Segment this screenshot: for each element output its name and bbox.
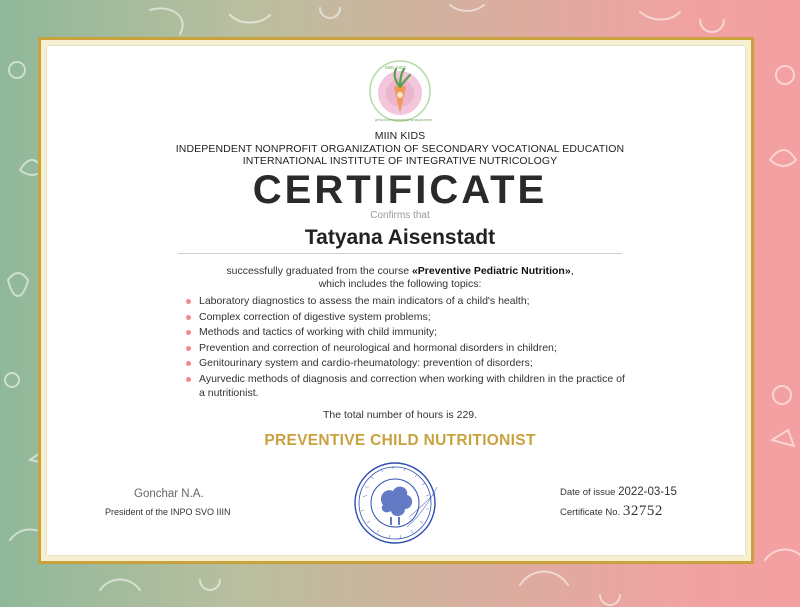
name-underline xyxy=(178,253,622,254)
org-line-1: INDEPENDENT NONPROFIT ORGANIZATION OF SECONDARY VOCATIONAL EDUCATION xyxy=(175,143,625,155)
course-line-2: which includes the following topics: xyxy=(318,278,482,290)
signatory-role: President of the INPO SVO IIIN xyxy=(105,507,231,517)
bullet-icon xyxy=(186,330,191,335)
course-description xyxy=(0,265,800,291)
qualification-title: PREVENTIVE CHILD NUTRITIONIST xyxy=(264,432,536,449)
course-prefix: successfully graduated from the course xyxy=(226,265,412,277)
org-line-2: INTERNATIONAL INSTITUTE OF INTEGRATIVE NUTRICOLOGY xyxy=(242,155,558,167)
logo-brand-text: MIIN KIDS xyxy=(385,65,407,70)
bullet-icon xyxy=(186,361,191,366)
carrot-logo-icon xyxy=(365,55,435,125)
issue-date-value: 2022-03-15 xyxy=(618,486,677,498)
issue-date-label: Date of issue xyxy=(560,487,616,498)
signatory-name: Gonchar N.A. xyxy=(134,488,204,500)
list-item: Complex correction of digestive system problems; xyxy=(186,311,626,325)
issue-date-row xyxy=(560,486,677,498)
list-item: Methods and tactics of working with child immunity; xyxy=(186,326,626,340)
recipient-name: Tatyana Aisenstadt xyxy=(304,226,496,249)
certificate-number-row xyxy=(560,503,663,520)
topics-list xyxy=(186,295,626,402)
bullet-icon xyxy=(186,299,191,304)
bullet-icon xyxy=(186,377,191,382)
certificate-number-label: Certificate No. xyxy=(560,507,621,518)
org-short-name: MIIN KIDS xyxy=(374,130,426,142)
total-hours: The total number of hours is 229. xyxy=(322,409,478,421)
certificate-number-value: 32752 xyxy=(622,503,663,519)
list-item: Laboratory diagnostics to assess the main indicators of a child's health; xyxy=(186,295,626,309)
bullet-icon xyxy=(186,346,191,351)
list-item: Prevention and correction of neurological and hormonal disorders in children; xyxy=(186,342,626,356)
course-suffix: , xyxy=(570,265,574,277)
confirms-label: Confirms that xyxy=(370,210,430,221)
list-item: Genitourinary system and cardio-rheumatology: prevention of disorders; xyxy=(186,357,626,371)
certificate-title: CERTIFICATE xyxy=(252,168,548,212)
course-name: «Preventive Pediatric Nutrition» xyxy=(411,265,571,277)
bullet-icon xyxy=(186,315,191,320)
list-item: Ayurvedic methods of diagnosis and correction when working with children in the practice of a nutritionist. xyxy=(186,373,626,400)
stamp-seal xyxy=(345,457,445,547)
logo-ring-text: детской интегративной нутрициологии xyxy=(375,118,432,122)
